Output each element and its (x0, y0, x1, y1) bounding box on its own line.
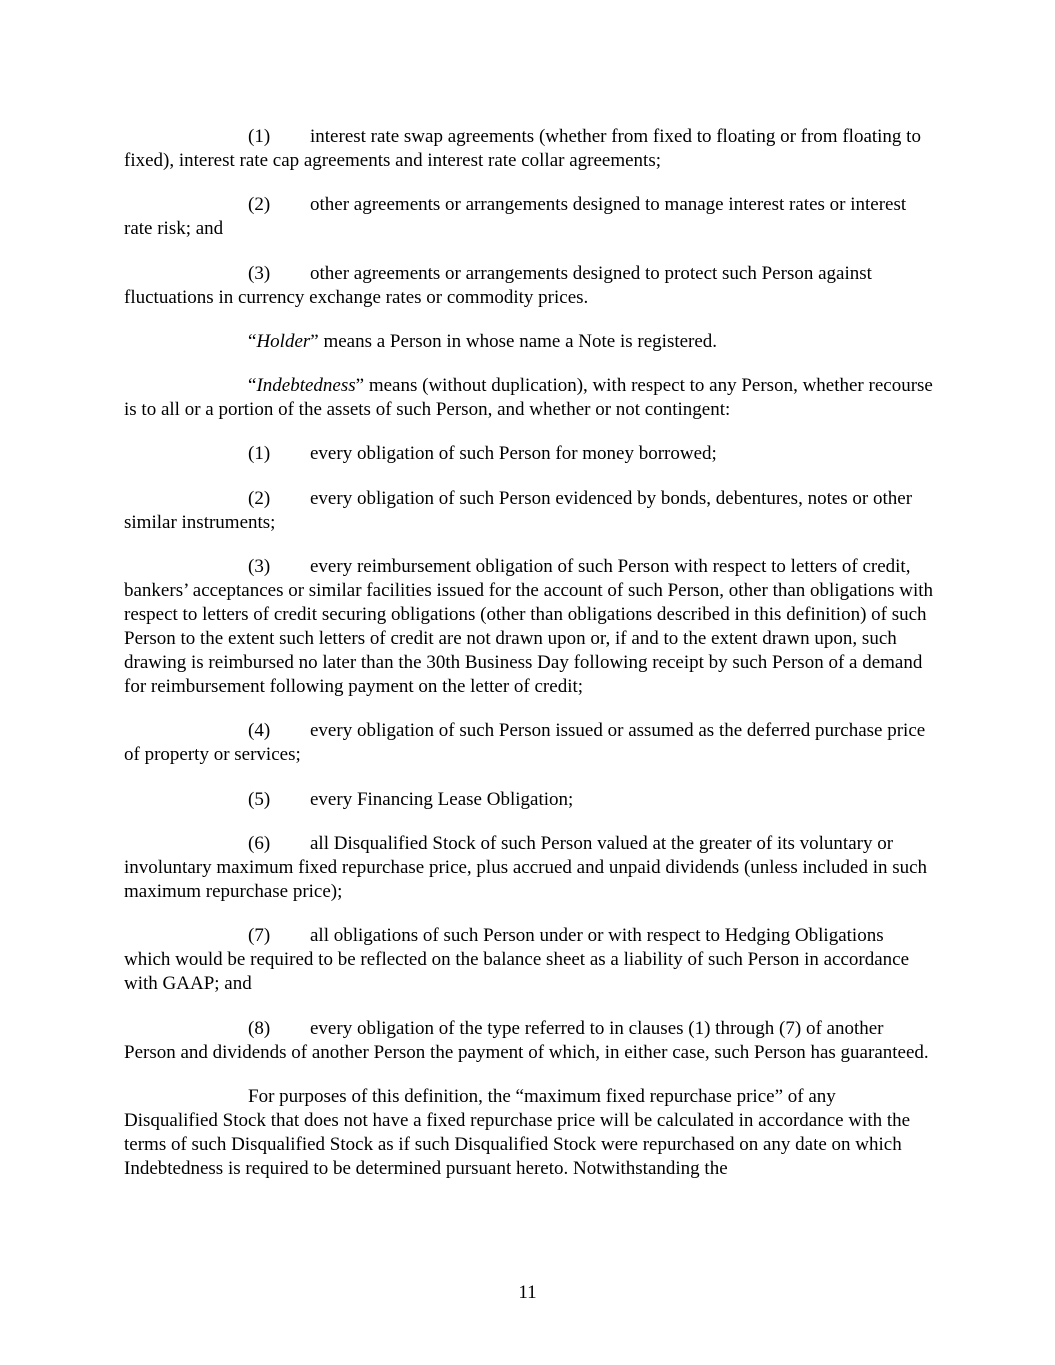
item-text: interest rate swap agreements (whether from fixed to floating or from floating to fixed), interest rate cap agreements and interest rate collar agreements; (124, 126, 921, 171)
item-text: every obligation of such Person for money borrowed; (310, 443, 717, 465)
item-number: (1) (248, 126, 271, 147)
indebtedness-item-8 (124, 1017, 934, 1065)
page-number: 11 (518, 1282, 537, 1303)
hedging-item-2 (124, 193, 934, 241)
holder-definition (124, 330, 934, 354)
open-quote: “ (248, 330, 257, 352)
item-number: (2) (248, 487, 271, 509)
item-text: every obligation of the type referred to in clauses (1) through (7) of another Person and dividends of another Person the payment of which, in either case, such Person has guaranteed. (124, 1017, 929, 1063)
item-number: (7) (248, 925, 271, 947)
indebtedness-item-6 (124, 832, 934, 904)
definition-text: ” means (without duplication), with respect to any Person, whether recourse is to all or a portion of the assets of such Person, and whether or not contingent: (124, 375, 933, 421)
defined-term-indebtedness: Indebtedness (256, 375, 356, 397)
item-text: every obligation of such Person issued or assumed as the deferred purchase price of property or services; (124, 720, 926, 766)
hedging-item-1 (124, 125, 934, 173)
item-text: every reimbursement obligation of such Person with respect to letters of credit, bankers’ acceptances or similar facilities issued for the account of such Person, other than obligations with respect to letters of credit securing obligations (other than obligations described in this definition) of such Person to the extent such letters of credit are not drawn upon or, if and to the extent drawn upon, such drawing is reimbursed no later than the 30th Business Day following receipt by such Person of a demand for reimbursement following payment on the letter of credit; (124, 556, 934, 698)
closing-text: For purposes of this definition, the “maximum fixed repurchase price” of any Disqualified Stock that does not have a fixed repurchase price will be calculated in accordance with the terms of such Disqualified Stock as if such Disqualified Stock were repurchased on any date on which Indebtedness is required to be determined pursuant hereto. Notwithstanding the (124, 1085, 911, 1179)
item-number: (2) (248, 194, 271, 216)
item-number: (8) (248, 1017, 271, 1039)
item-number: (5) (248, 788, 271, 810)
item-number: (3) (248, 262, 271, 284)
definition-text: ” means a Person in whose name a Note is registered. (310, 330, 718, 352)
indebtedness-item-5 (124, 788, 934, 812)
item-text: other agreements or arrangements designed to manage interest rates or interest rate risk; and (124, 194, 907, 240)
defined-term-holder: Holder (256, 330, 311, 352)
item-text: all Disqualified Stock of such Person valued at the greater of its voluntary or involuntary maximum fixed repurchase price, plus accrued and unpaid dividends (unless included in such maximum repurchase price); (124, 832, 928, 902)
indebtedness-item-4 (124, 719, 934, 767)
item-text: all obligations of such Person under or with respect to Hedging Obligations which would be required to be reflected on the balance sheet as a liability of such Person in accordance with GAAP; and (124, 925, 910, 995)
item-number: (4) (248, 720, 271, 742)
indebtedness-item-3 (124, 555, 934, 699)
indebtedness-definition (124, 374, 934, 422)
closing-paragraph (124, 1085, 934, 1181)
indebtedness-item-1 (124, 442, 934, 466)
item-number: (6) (248, 832, 271, 854)
item-text: every Financing Lease Obligation; (310, 788, 574, 810)
hedging-item-3 (124, 262, 934, 310)
item-number: (1) (248, 443, 271, 465)
indebtedness-item-7 (124, 924, 934, 996)
document-body (124, 125, 934, 1201)
item-text: every obligation of such Person evidenced by bonds, debentures, notes or other similar instruments; (124, 487, 913, 533)
item-number: (3) (248, 556, 271, 578)
item-text: other agreements or arrangements designed to protect such Person against fluctuations in currency exchange rates or commodity prices. (124, 262, 872, 308)
open-quote: “ (248, 375, 257, 397)
indebtedness-item-2 (124, 487, 934, 535)
